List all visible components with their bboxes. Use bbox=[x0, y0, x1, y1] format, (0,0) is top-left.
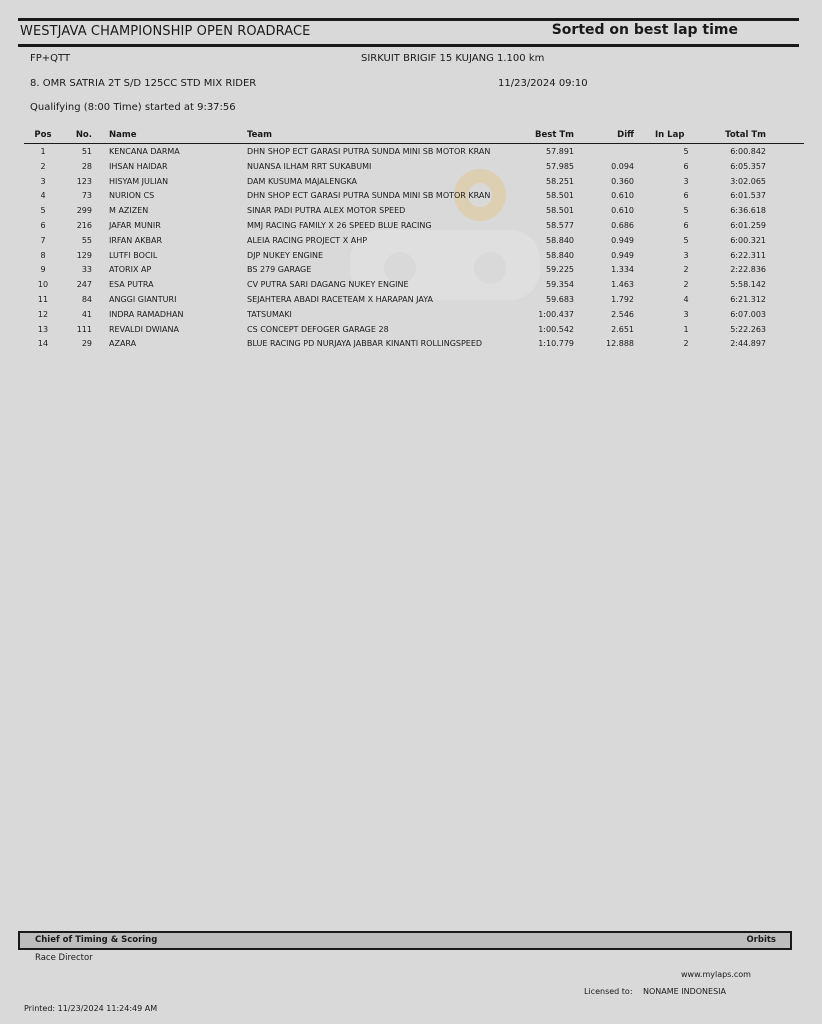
cell-total-time: 5:58.142 bbox=[730, 280, 766, 290]
cell-pos: 8 bbox=[40, 250, 46, 260]
col-diff: Diff bbox=[617, 130, 634, 140]
top-rule bbox=[18, 18, 799, 21]
cell-total-time: 6:05.357 bbox=[730, 161, 766, 171]
col-inlap: In Lap bbox=[655, 130, 685, 140]
cell-best-time: 57.891 bbox=[546, 147, 574, 156]
cell-pos: 11 bbox=[37, 295, 49, 304]
cell-diff: 0.949 bbox=[611, 235, 634, 245]
cell-in-lap: 2 bbox=[683, 265, 689, 275]
cell-number: 41 bbox=[81, 309, 92, 319]
cell-name: REVALDI DWIANA bbox=[109, 324, 179, 334]
cell-best-time: 58.501 bbox=[546, 191, 574, 201]
cell-team: DHN SHOP ECT GARASI PUTRA SUNDA MINI SB MOTOR KRAN bbox=[247, 147, 491, 156]
cell-total-time: 2:22.836 bbox=[730, 265, 766, 275]
cell-team: DHN SHOP ECT GARASI PUTRA SUNDA MINI SB MOTOR KRAN bbox=[247, 191, 491, 201]
table-row bbox=[0, 147, 822, 162]
table-row bbox=[0, 310, 822, 325]
cell-team: SINAR PADI PUTRA ALEX MOTOR SPEED bbox=[247, 206, 406, 216]
cell-pos: 7 bbox=[40, 235, 46, 245]
cell-total-time: 3:02.065 bbox=[730, 176, 766, 186]
col-no: No. bbox=[75, 130, 92, 140]
cell-diff: 2.546 bbox=[611, 309, 634, 319]
cell-name: ANGGI GIANTURI bbox=[109, 295, 177, 304]
cell-pos: 12 bbox=[37, 309, 49, 319]
cell-in-lap: 5 bbox=[683, 235, 689, 245]
cell-best-time: 59.683 bbox=[546, 295, 574, 304]
cell-name: M AZIZEN bbox=[109, 206, 149, 216]
cell-number: 28 bbox=[81, 161, 92, 171]
orbits-label: Orbits bbox=[746, 935, 776, 945]
cell-name: KENCANA DARMA bbox=[109, 147, 180, 156]
cell-best-time: 58.840 bbox=[546, 235, 574, 245]
cell-best-time: 58.577 bbox=[546, 221, 574, 230]
table-row bbox=[0, 236, 822, 251]
cell-number: 216 bbox=[76, 221, 92, 230]
cell-diff: 1.792 bbox=[611, 295, 634, 304]
cell-total-time: 6:21.312 bbox=[730, 295, 766, 304]
cell-name: ESA PUTRA bbox=[109, 280, 154, 290]
cell-in-lap: 5 bbox=[683, 206, 689, 216]
cell-diff: 1.463 bbox=[611, 280, 634, 290]
cell-number: 84 bbox=[81, 295, 92, 304]
cell-name: HISYAM JULIAN bbox=[109, 176, 169, 186]
chief-label: Chief of Timing & Scoring bbox=[35, 935, 158, 945]
cell-in-lap: 6 bbox=[683, 191, 689, 201]
table-row bbox=[0, 325, 822, 340]
cell-team: SEJAHTERA ABADI RACETEAM X HARAPAN JAYA bbox=[247, 295, 433, 304]
cell-in-lap: 2 bbox=[683, 339, 689, 349]
cell-total-time: 6:36.618 bbox=[730, 206, 766, 216]
licensee-name: NONAME INDONESIA bbox=[643, 987, 726, 996]
cell-total-time: 6:07.003 bbox=[730, 309, 766, 319]
licensed-label: Licensed to: bbox=[584, 987, 633, 996]
cell-best-time: 1:10.779 bbox=[538, 339, 574, 349]
table-row bbox=[0, 206, 822, 221]
table-row bbox=[0, 265, 822, 280]
cell-pos: 1 bbox=[40, 147, 46, 156]
col-name: Name bbox=[109, 130, 137, 140]
cell-team: DJP NUKEY ENGINE bbox=[247, 250, 324, 260]
date-time: 11/23/2024 09:10 bbox=[498, 78, 588, 89]
cell-team: ALEIA RACING PROJECT X AHP bbox=[247, 235, 368, 245]
cell-pos: 3 bbox=[40, 176, 46, 186]
class-label: 8. OMR SATRIA 2T S/D 125CC STD MIX RIDER bbox=[30, 78, 257, 89]
col-team: Team bbox=[247, 130, 273, 140]
table-row bbox=[0, 280, 822, 295]
table-row bbox=[0, 339, 822, 354]
col-total: Total Tm bbox=[725, 130, 766, 140]
cell-in-lap: 3 bbox=[683, 176, 689, 186]
race-director-label: Race Director bbox=[35, 953, 93, 963]
cell-number: 123 bbox=[76, 176, 92, 186]
cell-total-time: 6:01.259 bbox=[730, 221, 766, 230]
cell-in-lap: 2 bbox=[683, 280, 689, 290]
cell-diff: 1.334 bbox=[611, 265, 634, 275]
cell-name: AZARA bbox=[109, 339, 137, 349]
printed-timestamp: Printed: 11/23/2024 11:24:49 AM bbox=[24, 1004, 158, 1013]
cell-team: BLUE RACING PD NURJAYA JABBAR KINANTI ROLLINGSPEED bbox=[247, 339, 483, 349]
header-rule bbox=[24, 143, 804, 144]
sort-label: Sorted on best lap time bbox=[551, 22, 738, 38]
cell-in-lap: 3 bbox=[683, 250, 689, 260]
table-row bbox=[0, 251, 822, 266]
cell-total-time: 6:00.321 bbox=[730, 235, 766, 245]
cell-number: 73 bbox=[81, 191, 92, 201]
cell-diff: 0.686 bbox=[611, 221, 634, 230]
cell-number: 111 bbox=[76, 324, 92, 334]
col-pos: Pos bbox=[34, 130, 52, 140]
table-row bbox=[0, 191, 822, 206]
cell-team: BS 279 GARAGE bbox=[247, 265, 312, 275]
cell-best-time: 1:00.437 bbox=[538, 309, 574, 319]
cell-diff: 0.949 bbox=[611, 250, 634, 260]
cell-number: 33 bbox=[81, 265, 92, 275]
cell-best-time: 59.354 bbox=[546, 280, 574, 290]
cell-team: DAM KUSUMA MAJALENGKA bbox=[247, 176, 358, 186]
cell-diff: 0.094 bbox=[611, 161, 634, 171]
cell-diff: 0.610 bbox=[611, 191, 634, 201]
table-row bbox=[0, 177, 822, 192]
footer-bar bbox=[18, 931, 792, 950]
cell-name: IHSAN HAIDAR bbox=[109, 161, 168, 171]
cell-team: TATSUMAKI bbox=[247, 309, 292, 319]
cell-pos: 2 bbox=[40, 161, 46, 171]
cell-team: NUANSA ILHAM RRT SUKABUMI bbox=[247, 161, 372, 171]
cell-diff: 2.651 bbox=[611, 324, 634, 334]
cell-in-lap: 6 bbox=[683, 161, 689, 171]
cell-pos: 10 bbox=[37, 280, 49, 290]
circuit-label: SIRKUIT BRIGIF 15 KUJANG 1.100 km bbox=[361, 53, 545, 64]
table-row bbox=[0, 295, 822, 310]
cell-pos: 5 bbox=[40, 206, 46, 216]
cell-pos: 6 bbox=[40, 221, 46, 230]
cell-number: 299 bbox=[76, 206, 92, 216]
cell-number: 247 bbox=[76, 280, 92, 290]
cell-best-time: 57.985 bbox=[546, 161, 574, 171]
cell-pos: 13 bbox=[37, 324, 49, 334]
col-best: Best Tm bbox=[535, 130, 574, 140]
cell-number: 129 bbox=[76, 250, 92, 260]
cell-in-lap: 5 bbox=[683, 147, 689, 156]
report-title: WESTJAVA CHAMPIONSHIP OPEN ROADRACE bbox=[20, 24, 311, 39]
cell-in-lap: 1 bbox=[683, 324, 689, 334]
cell-name: JAFAR MUNIR bbox=[109, 221, 161, 230]
cell-best-time: 58.251 bbox=[546, 176, 574, 186]
table-row bbox=[0, 221, 822, 236]
qualifying-info: Qualifying (8:00 Time) started at 9:37:56 bbox=[30, 102, 236, 113]
cell-number: 29 bbox=[81, 339, 92, 349]
cell-team: CS CONCEPT DEFOGER GARAGE 28 bbox=[247, 324, 389, 334]
cell-in-lap: 6 bbox=[683, 221, 689, 230]
cell-pos: 9 bbox=[40, 265, 46, 275]
cell-diff: 12.888 bbox=[606, 339, 634, 349]
title-rule bbox=[18, 44, 799, 47]
cell-total-time: 6:01.537 bbox=[730, 191, 766, 201]
cell-name: IRFAN AKBAR bbox=[109, 235, 163, 245]
cell-best-time: 1:00.542 bbox=[538, 324, 574, 334]
cell-best-time: 59.225 bbox=[546, 265, 574, 275]
cell-pos: 4 bbox=[40, 191, 46, 201]
cell-number: 51 bbox=[81, 147, 92, 156]
cell-best-time: 58.501 bbox=[546, 206, 574, 216]
cell-name: ATORIX AP bbox=[109, 265, 152, 275]
cell-pos: 14 bbox=[37, 339, 49, 349]
website-label: www.mylaps.com bbox=[681, 970, 751, 979]
cell-total-time: 5:22.263 bbox=[730, 324, 766, 334]
cell-team: CV PUTRA SARI DAGANG NUKEY ENGINE bbox=[247, 280, 409, 290]
cell-best-time: 58.840 bbox=[546, 250, 574, 260]
cell-in-lap: 3 bbox=[683, 309, 689, 319]
session-label: FP+QTT bbox=[30, 53, 71, 64]
cell-in-lap: 4 bbox=[683, 295, 689, 304]
cell-name: LUTFI BOCIL bbox=[109, 250, 158, 260]
cell-diff: 0.360 bbox=[611, 176, 634, 186]
cell-total-time: 2:44.897 bbox=[730, 339, 766, 349]
cell-number: 55 bbox=[81, 235, 92, 245]
cell-name: INDRA RAMADHAN bbox=[109, 309, 184, 319]
cell-name: NURION CS bbox=[109, 191, 155, 201]
cell-team: MMJ RACING FAMILY X 26 SPEED BLUE RACING bbox=[247, 221, 432, 230]
cell-total-time: 6:22.311 bbox=[730, 250, 766, 260]
cell-diff: 0.610 bbox=[611, 206, 634, 216]
cell-total-time: 6:00.842 bbox=[730, 147, 766, 156]
table-row bbox=[0, 162, 822, 177]
